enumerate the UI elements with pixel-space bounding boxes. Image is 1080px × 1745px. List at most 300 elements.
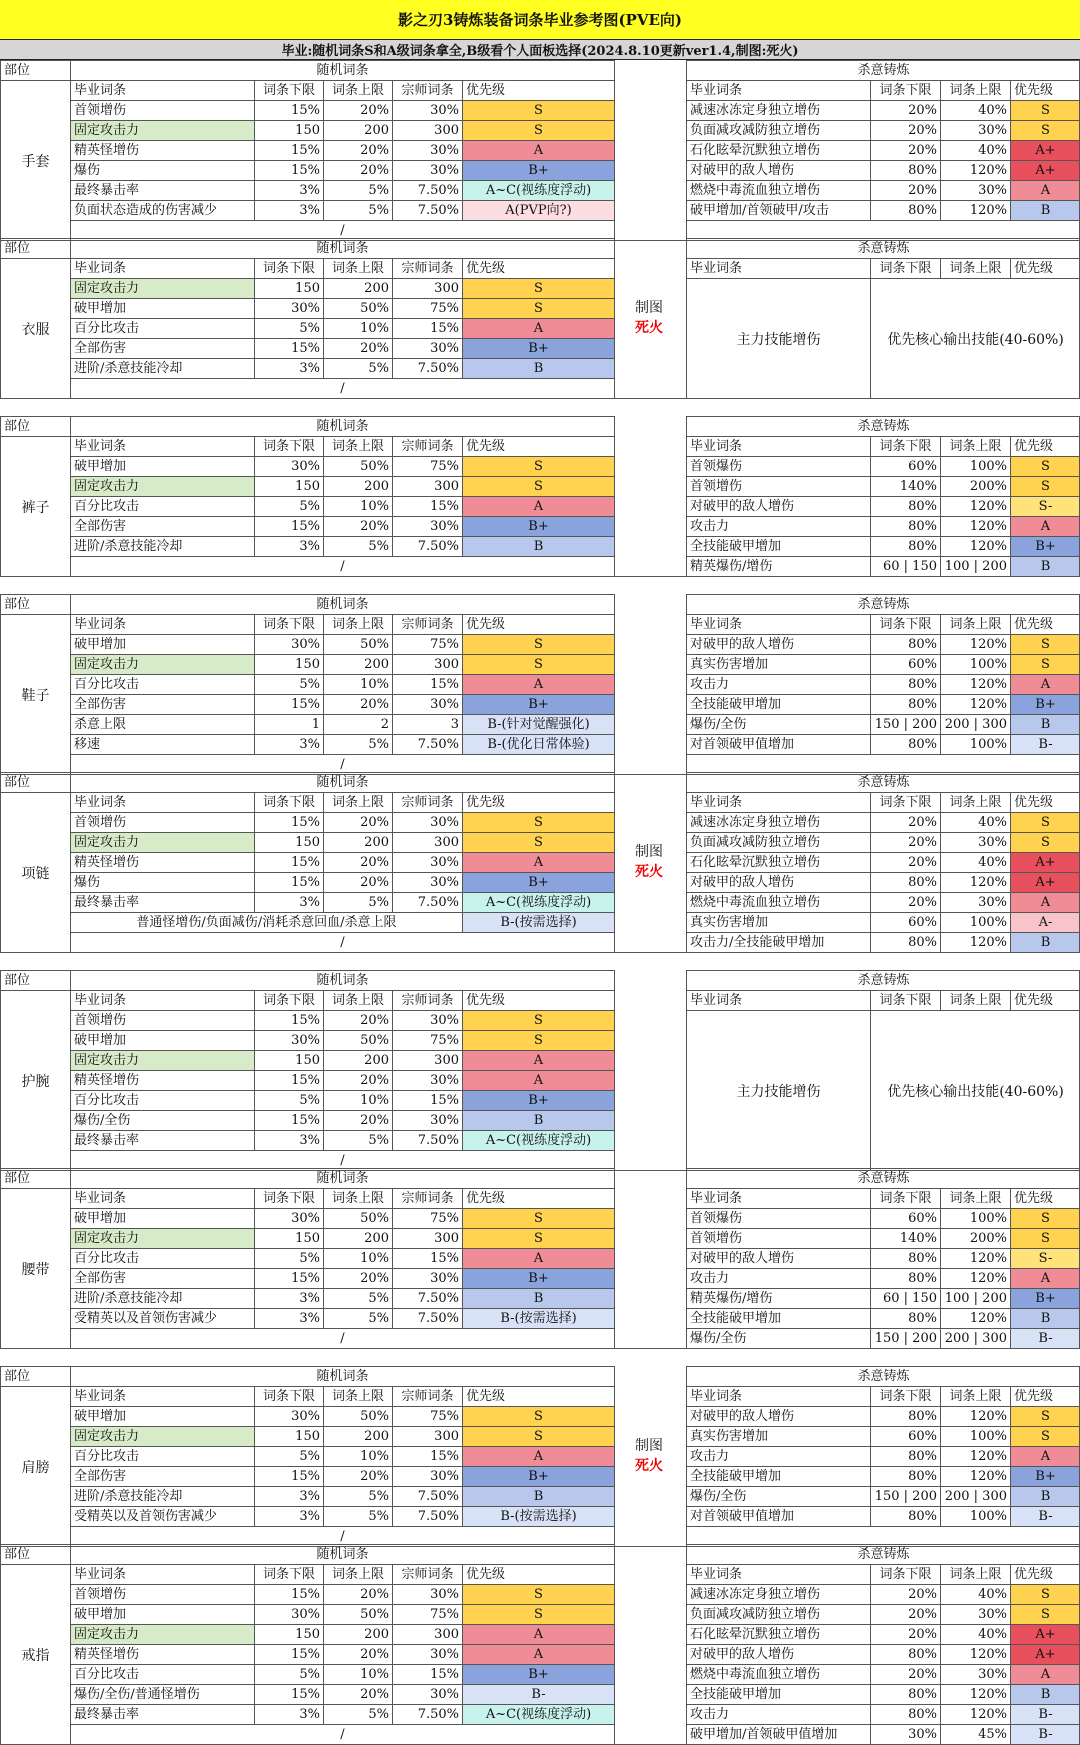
kill-high: 120% (940, 200, 1010, 220)
random-high: 5% (323, 536, 392, 556)
kill-name: 首领增伤 (686, 476, 870, 496)
kill-priority: A (1010, 1268, 1080, 1288)
random-name: 爆伤/全伤 (70, 1110, 254, 1130)
kill-low: 20% (870, 1624, 940, 1644)
random-name: 最终暴击率 (70, 892, 254, 912)
part-name: 腰带 (0, 1188, 70, 1348)
random-priority: A~C(视练度浮动) (462, 1130, 614, 1150)
random-name: 爆伤/全伤/普通怪增伤 (70, 1684, 254, 1704)
random-high: 10% (323, 1248, 392, 1268)
grid-line (614, 238, 615, 399)
kill-name: 首领爆伤 (686, 1208, 870, 1228)
kill-low: 20% (870, 1604, 940, 1624)
random-low: 15% (254, 338, 323, 358)
random-priority: A (462, 318, 614, 338)
kill-priority: B+ (1010, 536, 1080, 556)
kill-low: 80% (870, 516, 940, 536)
random-priority: S (462, 456, 614, 476)
kill-priority: A (1010, 892, 1080, 912)
kill-name: 真实伤害增加 (686, 912, 870, 932)
random-priority: B (462, 1486, 614, 1506)
maker-label: 制图 (635, 300, 663, 316)
random-name: 全部伤害 (70, 516, 254, 536)
random-col-pri: 优先级 (462, 990, 614, 1010)
random-name: 破甲增加 (70, 456, 254, 476)
random-col-master: 宗师词条 (392, 80, 462, 100)
random-name: 固定攻击力 (70, 120, 254, 140)
kill-priority: B (1010, 200, 1080, 220)
part-header: 部位 (0, 772, 70, 792)
random-col-name: 毕业词条 (70, 436, 254, 456)
random-master: 7.50% (392, 180, 462, 200)
random-name: 爆伤 (70, 872, 254, 892)
random-low: 15% (254, 694, 323, 714)
grid-line (614, 1366, 615, 1547)
random-title: 随机词条 (70, 772, 614, 792)
kill-name: 爆伤/全伤 (686, 1328, 870, 1348)
random-priority: A (462, 1070, 614, 1090)
random-master: 75% (392, 1030, 462, 1050)
random-low: 5% (254, 1248, 323, 1268)
random-priority: S (462, 1406, 614, 1426)
random-master: 30% (392, 1684, 462, 1704)
part-name: 项链 (0, 792, 70, 952)
random-master: 7.50% (392, 1130, 462, 1150)
random-col-name: 毕业词条 (70, 1188, 254, 1208)
random-priority: B+ (462, 160, 614, 180)
random-name: 进阶/杀意技能冷却 (70, 536, 254, 556)
kill-col-high: 词条上限 (940, 436, 1010, 456)
random-high: 50% (323, 1406, 392, 1426)
random-name: 全部伤害 (70, 338, 254, 358)
random-priority: S (462, 1604, 614, 1624)
random-low: 15% (254, 1684, 323, 1704)
random-priority: B-(针对觉醒强化) (462, 714, 614, 734)
kill-low: 80% (870, 1406, 940, 1426)
random-master: 75% (392, 1604, 462, 1624)
random-high: 200 (323, 1624, 392, 1644)
kill-name: 负面减攻减防独立增伤 (686, 120, 870, 140)
random-low: 15% (254, 100, 323, 120)
random-low: 150 (254, 832, 323, 852)
random-master: 30% (392, 1010, 462, 1030)
maker-label: 制图 (635, 844, 663, 860)
kill-name: 石化眩晕沉默独立增伤 (686, 1624, 870, 1644)
random-low: 15% (254, 1010, 323, 1030)
random-high: 20% (323, 1684, 392, 1704)
random-high: 5% (323, 734, 392, 754)
random-low: 15% (254, 1070, 323, 1090)
random-col-master: 宗师词条 (392, 436, 462, 456)
random-master: 75% (392, 1208, 462, 1228)
random-name: 固定攻击力 (70, 278, 254, 298)
kill-title: 杀意铸炼 (686, 416, 1080, 436)
random-col-low: 词条下限 (254, 792, 323, 812)
random-low: 15% (254, 1466, 323, 1486)
maker-credit (614, 298, 684, 338)
random-col-high: 词条上限 (323, 1188, 392, 1208)
kill-priority: A+ (1010, 852, 1080, 872)
random-low: 30% (254, 456, 323, 476)
random-high: 200 (323, 1050, 392, 1070)
kill-name: 攻击力 (686, 674, 870, 694)
kill-empty (686, 754, 1080, 774)
kill-high: 100 | 200 (940, 556, 1010, 576)
random-col-name: 毕业词条 (70, 80, 254, 100)
kill-high: 120% (940, 1466, 1010, 1486)
kill-col-name: 毕业词条 (686, 436, 870, 456)
empty-slash-cell: / (70, 754, 614, 774)
random-master: 7.50% (392, 536, 462, 556)
random-name: 百分比攻击 (70, 1090, 254, 1110)
random-low: 15% (254, 1644, 323, 1664)
random-high: 200 (323, 832, 392, 852)
random-master: 7.50% (392, 892, 462, 912)
random-title: 随机词条 (70, 60, 614, 80)
random-high: 10% (323, 318, 392, 338)
random-priority: A (462, 1248, 614, 1268)
maker-credit (614, 1436, 684, 1476)
random-low: 15% (254, 1268, 323, 1288)
kill-name: 爆伤/全伤 (686, 714, 870, 734)
random-col-pri: 优先级 (462, 258, 614, 278)
random-priority: B+ (462, 338, 614, 358)
random-name: 精英怪增伤 (70, 140, 254, 160)
random-high: 5% (323, 358, 392, 378)
kill-name: 真实伤害增加 (686, 1426, 870, 1446)
grid-line (0, 952, 1080, 953)
kill-high: 200 | 300 (940, 1486, 1010, 1506)
kill-high: 120% (940, 1684, 1010, 1704)
maker-label: 制图 (635, 1438, 663, 1454)
random-high: 5% (323, 1288, 392, 1308)
random-name-wide: 普通怪增伤/负面减伤/消耗杀意回血/杀意上限 (70, 912, 462, 932)
random-name: 最终暴击率 (70, 1704, 254, 1724)
kill-low: 80% (870, 1308, 940, 1328)
random-high: 20% (323, 812, 392, 832)
random-col-low: 词条下限 (254, 80, 323, 100)
random-master: 75% (392, 456, 462, 476)
random-priority: A (462, 1050, 614, 1070)
random-name: 固定攻击力 (70, 1228, 254, 1248)
random-high: 5% (323, 180, 392, 200)
random-col-pri: 优先级 (462, 1564, 614, 1584)
random-col-master: 宗师词条 (392, 1564, 462, 1584)
random-col-high: 词条上限 (323, 792, 392, 812)
random-high: 50% (323, 1604, 392, 1624)
kill-col-name: 毕业词条 (686, 258, 870, 278)
kill-high: 200% (940, 1228, 1010, 1248)
empty-slash-cell: / (70, 1724, 614, 1744)
random-low: 15% (254, 852, 323, 872)
kill-name: 破甲增加/首领破甲值增加 (686, 1724, 870, 1744)
random-low: 30% (254, 634, 323, 654)
kill-low: 80% (870, 1644, 940, 1664)
kill-low: 80% (870, 932, 940, 952)
kill-high: 200 | 300 (940, 1328, 1010, 1348)
random-col-name: 毕业词条 (70, 990, 254, 1010)
kill-title: 杀意铸炼 (686, 594, 1080, 614)
kill-high: 120% (940, 1644, 1010, 1664)
kill-high: 100% (940, 734, 1010, 754)
kill-high: 100% (940, 912, 1010, 932)
random-high: 20% (323, 1110, 392, 1130)
random-master: 30% (392, 1644, 462, 1664)
random-name: 受精英以及首领伤害减少 (70, 1308, 254, 1328)
kill-col-pri: 优先级 (1010, 614, 1080, 634)
random-master: 300 (392, 1228, 462, 1248)
kill-low: 60% (870, 654, 940, 674)
kill-priority: B+ (1010, 1466, 1080, 1486)
random-low: 150 (254, 1426, 323, 1446)
kill-name: 减速冰冻定身独立增伤 (686, 1584, 870, 1604)
kill-name: 对破甲的敌人增伤 (686, 160, 870, 180)
random-high: 200 (323, 476, 392, 496)
random-high: 20% (323, 160, 392, 180)
random-high: 20% (323, 1584, 392, 1604)
kill-low: 60% (870, 456, 940, 476)
random-master: 30% (392, 694, 462, 714)
random-master: 300 (392, 1050, 462, 1070)
kill-low: 60% (870, 1426, 940, 1446)
maker-name: 死火 (635, 864, 663, 880)
random-priority: A(PVP向?) (462, 200, 614, 220)
kill-priority: B- (1010, 1704, 1080, 1724)
kill-priority: A- (1010, 912, 1080, 932)
kill-title: 杀意铸炼 (686, 60, 1080, 80)
kill-low: 80% (870, 694, 940, 714)
random-priority: A~C(视练度浮动) (462, 892, 614, 912)
kill-low: 60 | 150 (870, 556, 940, 576)
random-name: 受精英以及首领伤害减少 (70, 1506, 254, 1526)
random-high: 20% (323, 694, 392, 714)
random-low: 1 (254, 714, 323, 734)
random-master: 7.50% (392, 200, 462, 220)
random-low: 30% (254, 1604, 323, 1624)
kill-col-name: 毕业词条 (686, 990, 870, 1010)
kill-name: 对破甲的敌人增伤 (686, 1406, 870, 1426)
kill-col-high: 词条上限 (940, 1386, 1010, 1406)
kill-high: 30% (940, 120, 1010, 140)
random-master: 30% (392, 1584, 462, 1604)
random-title: 随机词条 (70, 1366, 614, 1386)
random-low: 150 (254, 476, 323, 496)
kill-col-pri: 优先级 (1010, 436, 1080, 456)
random-master: 30% (392, 1466, 462, 1486)
random-name: 首领增伤 (70, 100, 254, 120)
kill-low: 80% (870, 496, 940, 516)
kill-priority: A (1010, 1446, 1080, 1466)
random-priority: A (462, 140, 614, 160)
random-col-low: 词条下限 (254, 1386, 323, 1406)
random-low: 15% (254, 812, 323, 832)
random-priority: A (462, 674, 614, 694)
random-high: 20% (323, 100, 392, 120)
random-col-name: 毕业词条 (70, 1386, 254, 1406)
random-master: 15% (392, 1090, 462, 1110)
kill-low: 80% (870, 1466, 940, 1486)
kill-name: 对破甲的敌人增伤 (686, 496, 870, 516)
random-col-low: 词条下限 (254, 614, 323, 634)
kill-col-low: 词条下限 (870, 436, 940, 456)
random-col-master: 宗师词条 (392, 1386, 462, 1406)
random-col-low: 词条下限 (254, 990, 323, 1010)
kill-low: 20% (870, 892, 940, 912)
random-master: 300 (392, 1426, 462, 1446)
random-name: 破甲增加 (70, 634, 254, 654)
grid-line (614, 594, 615, 775)
kill-high: 120% (940, 1248, 1010, 1268)
random-title: 随机词条 (70, 1168, 614, 1188)
kill-priority: S (1010, 1406, 1080, 1426)
random-col-name: 毕业词条 (70, 792, 254, 812)
random-name: 最终暴击率 (70, 180, 254, 200)
grid-line (0, 1348, 1080, 1349)
random-col-pri: 优先级 (462, 1188, 614, 1208)
random-name: 固定攻击力 (70, 654, 254, 674)
random-col-pri: 优先级 (462, 614, 614, 634)
random-col-master: 宗师词条 (392, 614, 462, 634)
random-name: 精英怪增伤 (70, 852, 254, 872)
random-master: 300 (392, 654, 462, 674)
random-master: 30% (392, 1268, 462, 1288)
kill-col-low: 词条下限 (870, 1386, 940, 1406)
kill-priority: A+ (1010, 1624, 1080, 1644)
random-name: 爆伤 (70, 160, 254, 180)
kill-col-low: 词条下限 (870, 80, 940, 100)
random-name: 破甲增加 (70, 1406, 254, 1426)
kill-low: 80% (870, 634, 940, 654)
random-priority: B-(优化日常体验) (462, 734, 614, 754)
kill-name: 爆伤/全伤 (686, 1486, 870, 1506)
random-col-pri: 优先级 (462, 1386, 614, 1406)
random-high: 5% (323, 1506, 392, 1526)
grid-line (686, 594, 687, 775)
part-header: 部位 (0, 416, 70, 436)
kill-priority: A+ (1010, 1644, 1080, 1664)
kill-col-name: 毕业词条 (686, 1386, 870, 1406)
part-name: 肩膀 (0, 1386, 70, 1546)
random-low: 3% (254, 1506, 323, 1526)
kill-priority: S (1010, 634, 1080, 654)
random-name: 破甲增加 (70, 1604, 254, 1624)
random-high: 10% (323, 1090, 392, 1110)
kill-high: 120% (940, 160, 1010, 180)
random-master: 75% (392, 298, 462, 318)
random-master: 30% (392, 140, 462, 160)
random-name: 破甲增加 (70, 298, 254, 318)
empty-slash-cell: / (70, 1150, 614, 1170)
kill-name: 燃烧中毒流血独立增伤 (686, 892, 870, 912)
random-master: 15% (392, 1446, 462, 1466)
kill-low: 80% (870, 1684, 940, 1704)
kill-col-high: 词条上限 (940, 80, 1010, 100)
random-name: 固定攻击力 (70, 832, 254, 852)
random-master: 300 (392, 476, 462, 496)
kill-priority: A+ (1010, 160, 1080, 180)
random-low: 3% (254, 200, 323, 220)
random-low: 3% (254, 892, 323, 912)
kill-name: 减速冰冻定身独立增伤 (686, 100, 870, 120)
kill-priority: S (1010, 654, 1080, 674)
random-col-master: 宗师词条 (392, 258, 462, 278)
random-priority: B (462, 1110, 614, 1130)
kill-low: 20% (870, 1584, 940, 1604)
kill-low: 60% (870, 1208, 940, 1228)
random-low: 30% (254, 298, 323, 318)
random-low: 15% (254, 140, 323, 160)
random-high: 2 (323, 714, 392, 734)
random-priority: B+ (462, 694, 614, 714)
random-low: 3% (254, 536, 323, 556)
kill-high: 40% (940, 852, 1010, 872)
grid-line (686, 970, 687, 1171)
kill-name: 攻击力 (686, 1446, 870, 1466)
random-high: 5% (323, 1130, 392, 1150)
kill-name: 精英爆伤/增伤 (686, 1288, 870, 1308)
random-low: 3% (254, 180, 323, 200)
part-header: 部位 (0, 238, 70, 258)
kill-low: 80% (870, 1506, 940, 1526)
kill-priority: S (1010, 1426, 1080, 1446)
random-high: 5% (323, 892, 392, 912)
random-priority: S (462, 1030, 614, 1050)
kill-col-pri: 优先级 (1010, 990, 1080, 1010)
random-name: 百分比攻击 (70, 496, 254, 516)
random-master: 30% (392, 338, 462, 358)
random-name: 百分比攻击 (70, 318, 254, 338)
random-high: 10% (323, 674, 392, 694)
random-name: 破甲增加 (70, 1030, 254, 1050)
kill-title: 杀意铸炼 (686, 772, 1080, 792)
grid-line (614, 772, 615, 953)
random-master: 300 (392, 120, 462, 140)
grid-line (686, 772, 687, 953)
kill-low: 80% (870, 674, 940, 694)
grid-line (614, 970, 615, 1171)
random-priority: S (462, 100, 614, 120)
kill-high: 40% (940, 812, 1010, 832)
random-priority: B-(按需选择) (462, 912, 614, 932)
random-col-high: 词条上限 (323, 80, 392, 100)
kill-high: 120% (940, 1308, 1010, 1328)
random-master: 300 (392, 278, 462, 298)
part-header: 部位 (0, 1544, 70, 1564)
kill-name: 攻击力 (686, 1268, 870, 1288)
random-master: 7.50% (392, 1506, 462, 1526)
random-name: 首领增伤 (70, 1010, 254, 1030)
kill-low: 20% (870, 140, 940, 160)
random-name: 进阶/杀意技能冷却 (70, 1486, 254, 1506)
random-master: 15% (392, 318, 462, 338)
random-low: 30% (254, 1406, 323, 1426)
kill-priority: B+ (1010, 694, 1080, 714)
random-col-master: 宗师词条 (392, 792, 462, 812)
part-header: 部位 (0, 594, 70, 614)
random-priority: B+ (462, 1090, 614, 1110)
kill-col-low: 词条下限 (870, 792, 940, 812)
random-name: 首领增伤 (70, 812, 254, 832)
random-low: 150 (254, 120, 323, 140)
kill-high: 40% (940, 100, 1010, 120)
random-name: 精英怪增伤 (70, 1070, 254, 1090)
random-high: 20% (323, 516, 392, 536)
kill-name: 全技能破甲增加 (686, 1308, 870, 1328)
kill-title: 杀意铸炼 (686, 238, 1080, 258)
kill-high: 30% (940, 1604, 1010, 1624)
kill-name: 对破甲的敌人增伤 (686, 634, 870, 654)
kill-priority: A+ (1010, 140, 1080, 160)
